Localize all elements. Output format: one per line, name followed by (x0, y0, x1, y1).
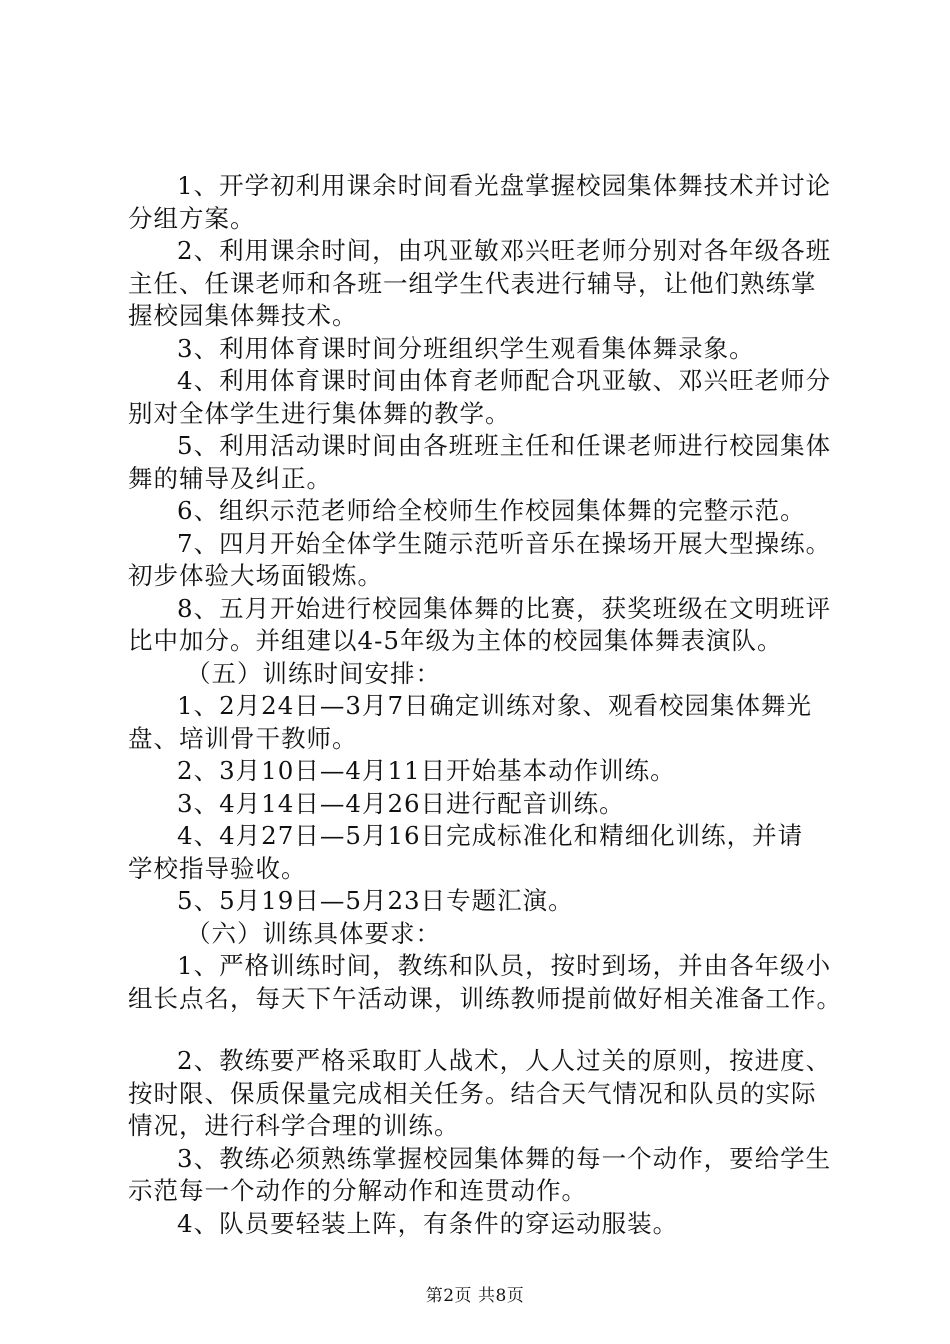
paragraph-line: 4、4月27日—5月16日完成标准化和精细化训练，并请 (177, 821, 804, 850)
paragraph-line: 2、利用课余时间，由巩亚敏邓兴旺老师分别对各年级各班 (177, 236, 832, 265)
paragraph-line: 1、2月24日—3月7日确定训练对象、观看校园集体舞光 (177, 691, 813, 720)
paragraph-line: 学校指导验收。 (128, 853, 307, 883)
paragraph-line: 5、5月19日—5月23日专题汇演。 (177, 886, 574, 915)
section-heading: （六）训练具体要求： (186, 918, 441, 948)
paragraph-line: 示范每一个动作的分解动作和连贯动作。 (128, 1176, 587, 1205)
paragraph-line: 3、4月14日—4月26日进行配音训练。 (177, 788, 625, 818)
paragraph-line: 5、利用活动课时间由各班班主任和任课老师进行校园集体 (177, 431, 832, 460)
paragraph-line: 舞的辅导及纠正。 (128, 463, 332, 493)
paragraph-line: 盘、培训骨干教师。 (128, 723, 358, 753)
paragraph-line: 4、队员要轻装上阵，有条件的穿运动服装。 (177, 1208, 679, 1238)
paragraph-line: 8、五月开始进行校园集体舞的比赛，获奖班级在文明班评 (177, 593, 832, 623)
paragraph-line: 2、教练要严格采取盯人战术，人人过关的原则，按进度、 (177, 1046, 832, 1075)
paragraph-line: 初步体验大场面锻炼。 (128, 561, 383, 590)
paragraph-line: 2、3月10日—4月11日开始基本动作训练。 (177, 756, 676, 785)
paragraph-line: 3、教练必须熟练掌握校园集体舞的每一个动作，要给学生 (177, 1143, 832, 1173)
section-heading: （五）训练时间安排： (186, 658, 441, 688)
paragraph-line: 组长点名，每天下午活动课，训练教师提前做好相关准备工作。 (128, 983, 842, 1013)
paragraph-line: 按时限、保质保量完成相关任务。结合天气情况和队员的实际 (128, 1078, 817, 1108)
paragraph-line: 主任、任课老师和各班一组学生代表进行辅导，让他们熟练掌 (128, 268, 817, 298)
paragraph-line: 1、严格训练时间，教练和队员，按时到场，并由各年级小 (177, 951, 832, 980)
paragraph-line: 握校园集体舞技术。 (128, 301, 358, 330)
paragraph-line: 别对全体学生进行集体舞的教学。 (128, 398, 511, 428)
blank-gap (128, 1015, 848, 1045)
page-footer: 第2页 共8页 (425, 1286, 525, 1306)
paragraph-line: 7、四月开始全体学生随示范听音乐在操场开展大型操练。 (177, 528, 832, 558)
paragraph-line: 4、利用体育课时间由体育老师配合巩亚敏、邓兴旺老师分 (177, 366, 832, 395)
paragraph-line: 分组方案。 (128, 203, 256, 233)
paragraph-line: 3、利用体育课时间分班组织学生观看集体舞录象。 (177, 333, 755, 363)
paragraph-line: 6、组织示范老师给全校师生作校园集体舞的完整示范。 (177, 496, 806, 525)
document-body (128, 170, 848, 1240)
paragraph-line: 情况，进行科学合理的训练。 (128, 1111, 460, 1140)
paragraph-line: 比中加分。并组建以4-5年级为主体的校园集体舞表演队。 (128, 626, 783, 655)
paragraph-line: 1、开学初利用课余时间看光盘掌握校园集体舞技术并讨论 (177, 171, 832, 200)
